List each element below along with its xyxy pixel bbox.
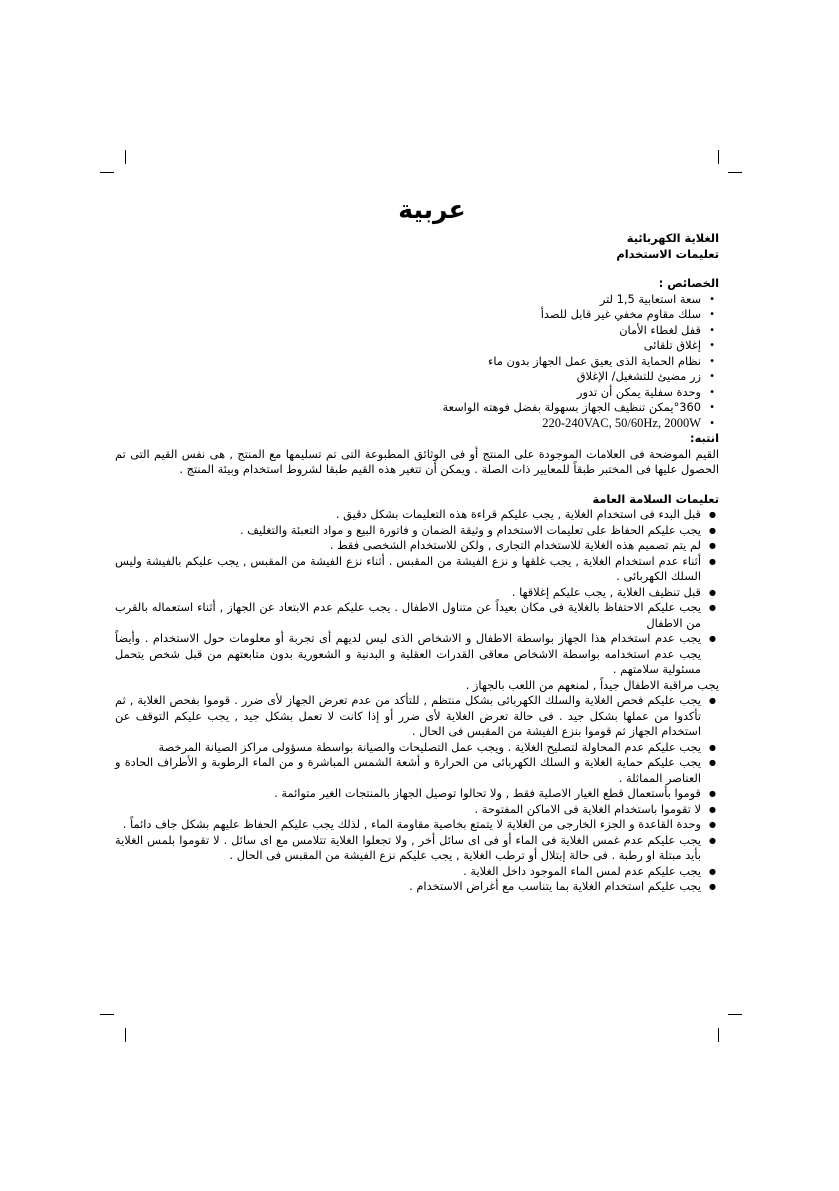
crop-mark-top-right-horizontal bbox=[728, 172, 742, 173]
crop-mark-top-left-horizontal bbox=[100, 172, 114, 173]
product-name: الغلاية الكهربائية bbox=[626, 231, 719, 245]
language-title: عربية bbox=[398, 195, 466, 224]
crop-mark-top-left-vertical bbox=[125, 150, 126, 164]
safety-list-b bbox=[115, 693, 719, 895]
feature-item: • زر مضيئ للتشغيل/ الإغلاق bbox=[115, 369, 719, 385]
safety-item: ● يجب عليكم الحفاظ على تعليمات الاستخدام و وثيقة الضمان و فاتورة البيع و مواد التعبئة والتغليف . bbox=[115, 523, 719, 539]
electrical-spec: 220-240VAC, 50/60Hz, 2000W bbox=[542, 415, 701, 430]
feature-item: • وحدة سفلية يمكن أن تدور bbox=[115, 385, 719, 401]
safety-item: ● يجب عليكم استخدام الغلاية بما يتناسب مع أغراض الاستخدام . bbox=[115, 879, 719, 895]
crop-mark-bottom-right-horizontal bbox=[728, 1014, 742, 1015]
feature-item: • °360يمكن تنظيف الجهاز بسهولة بفضل فوهته الواسعة bbox=[115, 400, 719, 416]
instructions-heading: تعليمات الاستخدام bbox=[616, 246, 719, 261]
feature-item-electrical-spec bbox=[115, 416, 719, 432]
feature-item: • قفل لغطاء الأمان bbox=[115, 323, 719, 339]
manual-page bbox=[115, 195, 719, 895]
feature-item: • نظام الحماية الذى يعيق عمل الجهاز بدون ماء bbox=[115, 354, 719, 370]
feature-item: • سلك مقاوم مخفي غير قابل للصدأ bbox=[115, 307, 719, 323]
supervision-line: يجب مراقبة الاطفال جيداً , لمنعهم من اللعب بالجهاز . bbox=[465, 677, 719, 692]
crop-mark-bottom-right-vertical bbox=[718, 1028, 719, 1042]
safety-item: ● قبل البدء فى استخدام الغلاية , يجب عليكم قراءة هذه التعليمات بشكل دقيق . bbox=[115, 507, 719, 523]
safety-item: ● لا تقوموا باستخدام الغلاية فى الاماكن المفتوحة . bbox=[115, 802, 719, 818]
safety-item: ● يجب عدم استخدام هذا الجهاز بواسطة الاطفال و الاشخاص الذى ليس لديهم أى تجربة أو معلومات حول الاستخدام . وأيضاً يجب عدم استخدامه بواسطة الاشخاص معاقى القدرات العقلية و البدنية و الشعورية بدون متابعتهم من قبل شخص يتحمل مسئولية سلامتهم . bbox=[115, 631, 719, 678]
safety-item: ● يجب عليكم فحص الغلاية والسلك الكهربائى بشكل منتظم , للتأكد من عدم تعرض الجهاز لأى ضرر . قوموا بفحص الغلاية , ثم تأكدوا من عملها بشكل جيد . فى حالة تعرض الغلاية لأى ضرر أو إذا كانت لا تعمل بشكل جيد , يجب عليكم التوقف عن استخدام الجهاز ثم قوموا بنزع الفيشة من المقبس فى الحال . bbox=[115, 693, 719, 740]
crop-mark-top-right-vertical bbox=[718, 150, 719, 164]
feature-item: • إغلاق تلقائى bbox=[115, 338, 719, 354]
safety-item: ● يجب عليكم عدم لمس الماء الموجود داخل الغلاية . bbox=[115, 864, 719, 880]
crop-mark-bottom-left-vertical bbox=[125, 1028, 126, 1042]
safety-item: ● يجب عليكم الاحتفاظ بالغلاية فى مكان بعيداً عن متناول الاطفال . يجب عليكم عدم الابتعاد عن الجهاز , أثناء استعماله بالقرب من الاطفال bbox=[115, 600, 719, 631]
safety-item: ● يجب عليكم عدم المحاولة لتصليح الغلاية . ويجب عمل التصليحات والصيانة بواسطة مسؤولى مراكز الصيانة المرخصة bbox=[115, 740, 719, 756]
note-heading: انتبه: bbox=[690, 431, 719, 445]
safety-item: ● يجب عليكم حماية الغلاية و السلك الكهربائى من الحرارة و أشعة الشمس المباشرة و من الماء الرطوبة و الأطراف الحادة و العناصر المماثلة . bbox=[115, 755, 719, 786]
safety-item: ● وحدة القاعدة و الجزء الخارجى من الغلاية لا يتمتع بخاصية مقاومة الماء , لذلك يجب عليكم الحفاظ عليهم بشكل جاف دائماً . bbox=[115, 817, 719, 833]
safety-item: ● لم يتم تصميم هذه الغلاية للاستخدام التجارى , ولكن للاستخدام الشخصى فقط . bbox=[115, 538, 719, 554]
crop-mark-bottom-left-horizontal bbox=[100, 1014, 114, 1015]
note-text: القيم الموضحة فى العلامات الموجودة على المنتج أو فى الوثائق المطبوعة التى تم تسليمها مع المنتج , هى نفس القيم التى تم الحصول عليها فى المختبر طبقاً للمعايير ذات الصلة . ويمكن أن تتغير هذه القيم طبقا لشروط استخدام وبيئة المنتج . bbox=[115, 446, 719, 476]
safety-item: ● يجب عليكم عدم غمس الغلاية فى الماء أو فى اى سائل أخر , ولا تجعلوا الغلاية تتلامس مع اى سائل . لا تقوموا بلمس الغلاية بأيد مبتلة او رطبة . فى حالة إبتلال أو ترطب الغلاية , يجب عليكم نزع الفيشة من المقبس فى الحال . bbox=[115, 833, 719, 864]
feature-item: • سعة استعابية 1,5 لتر bbox=[115, 292, 719, 308]
features-list bbox=[115, 292, 719, 432]
features-heading: الخصائص : bbox=[658, 276, 719, 290]
safety-list-a bbox=[115, 507, 719, 678]
safety-item: ● قوموا بأستعمال قطع الغيار الاصلية فقط , ولا تحالوا توصيل الجهاز بالمنتجات الغير متوائمة . bbox=[115, 786, 719, 802]
safety-item: ● قبل تنظيف الغلاية , يجب عليكم إغلاقها . bbox=[115, 585, 719, 601]
safety-heading: تعليمات السلامة العامة bbox=[592, 491, 719, 506]
safety-item: ● أثناء عدم استخدام الغلاية , يجب غلقها و نزع الفيشة من المقبس . أثناء نزع الفيشة من المقبس , يجب عليكم بالفيشة وليس السلك الكهربائى . bbox=[115, 554, 719, 585]
